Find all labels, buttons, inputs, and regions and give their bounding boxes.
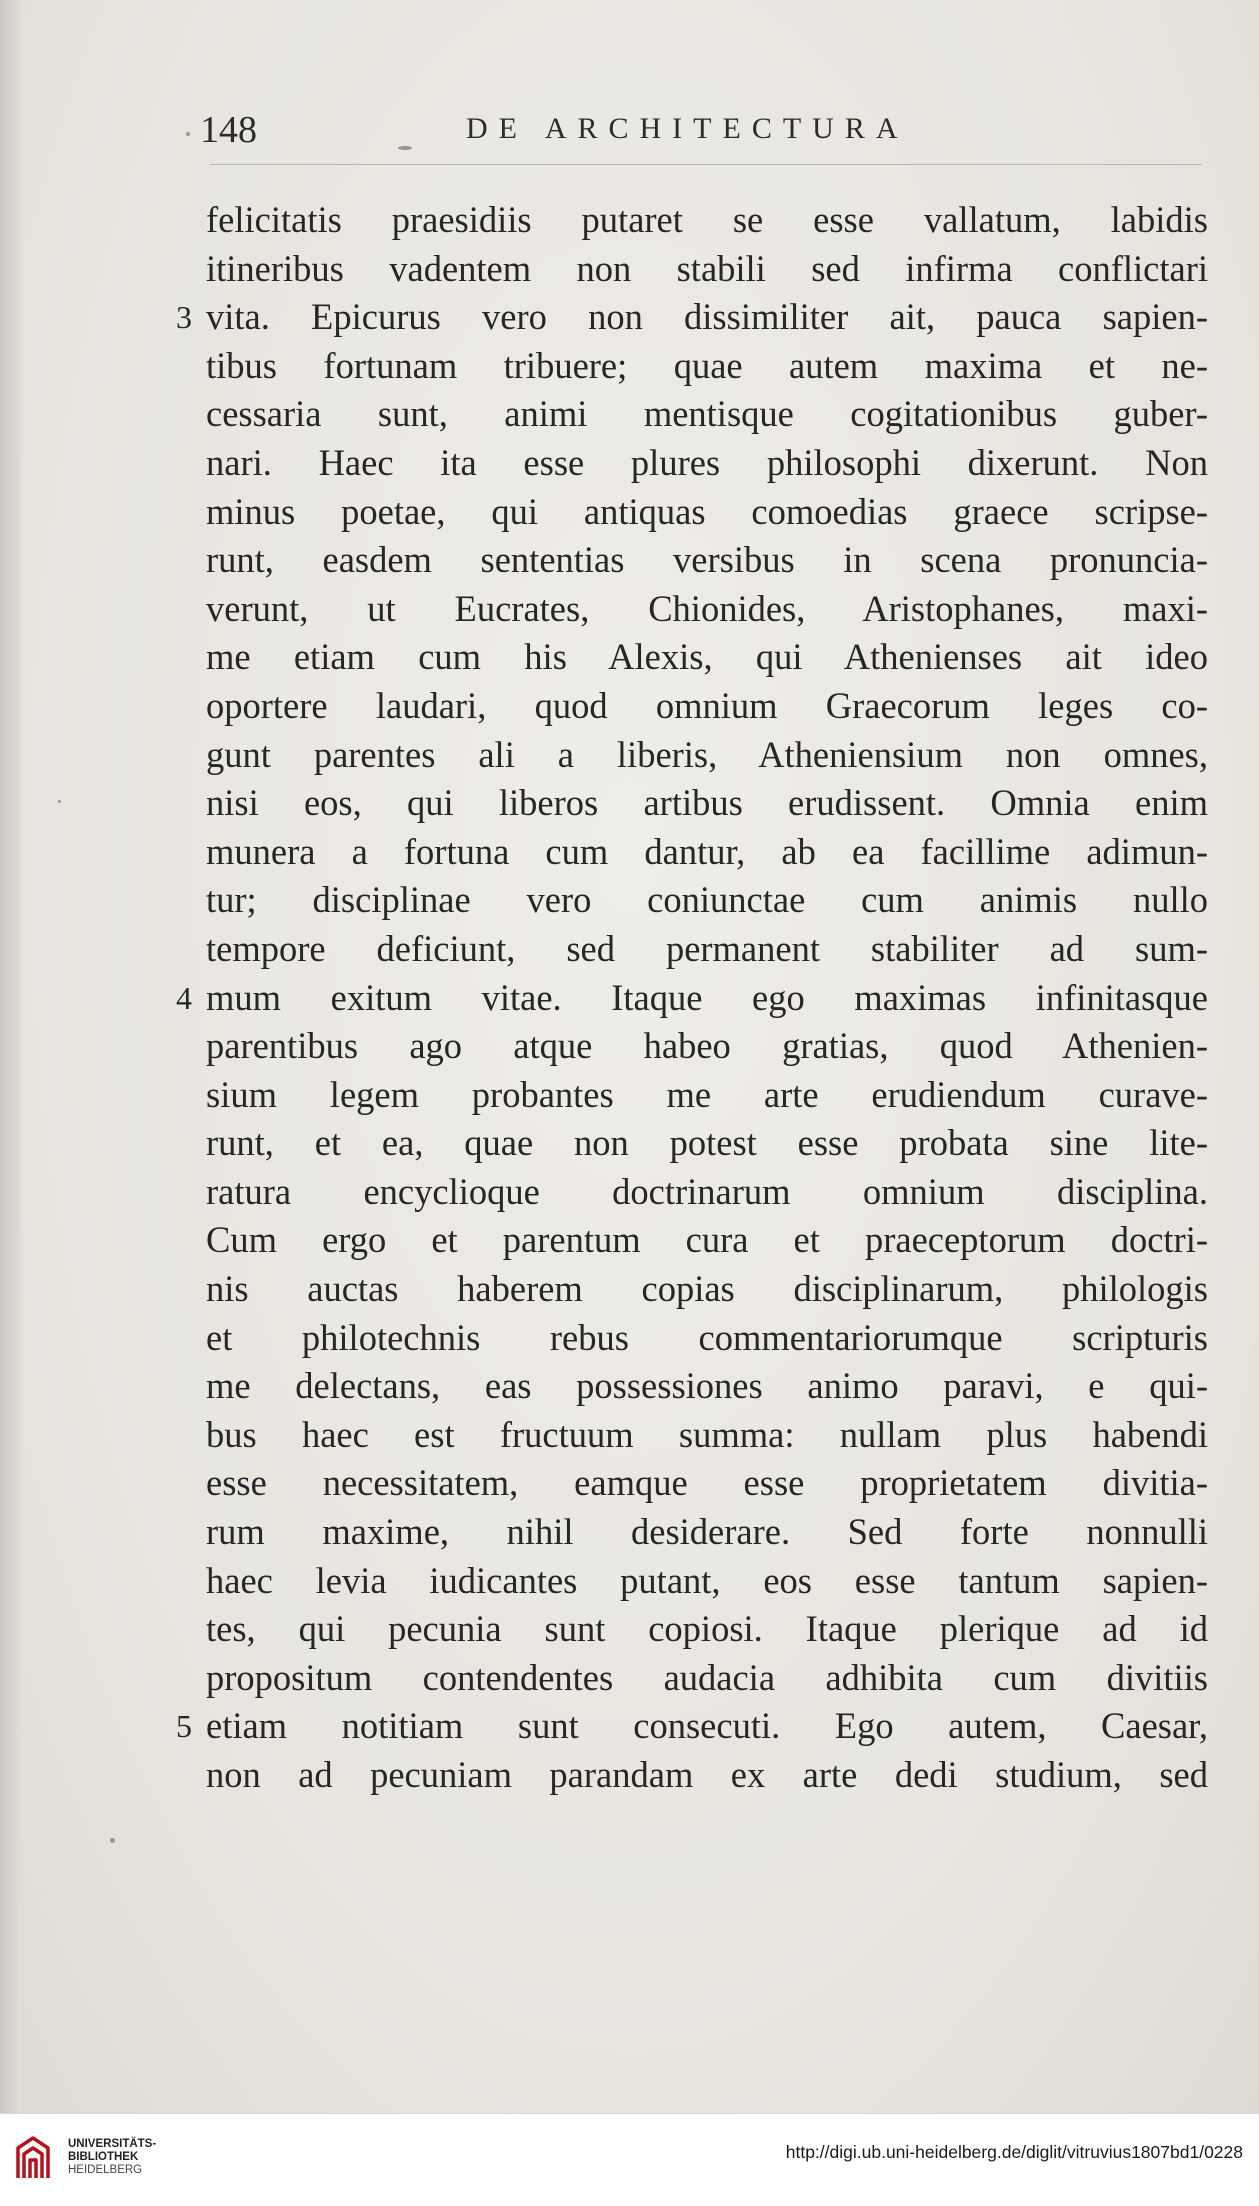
university-library-logo xyxy=(12,2134,54,2186)
line-text: tes, qui pecunia sunt copiosi. Itaque plerique ad id xyxy=(206,1608,1208,1650)
page-number: 148 xyxy=(200,109,257,151)
text-line xyxy=(168,536,1208,585)
text-line xyxy=(168,439,1208,488)
text-line xyxy=(168,488,1208,537)
line-text: oportere laudari, quod omnium Graecorum leges co- xyxy=(206,684,1208,726)
ink-speck xyxy=(398,146,412,150)
ink-speck xyxy=(186,132,190,136)
line-text: cessaria sunt, animi mentisque cogitationibus guber- xyxy=(206,393,1208,435)
text-line xyxy=(168,1654,1208,1703)
running-title: DE ARCHITECTURA xyxy=(466,112,909,145)
line-text: nis auctas haberem copias disciplinarum, philologis xyxy=(206,1268,1208,1310)
text-line xyxy=(168,974,1208,1023)
line-text: runt, et ea, quae non potest esse probata sine lite- xyxy=(206,1122,1208,1164)
text-line xyxy=(168,293,1208,342)
text-line xyxy=(168,1265,1208,1314)
line-text: tibus fortunam tribuere; quae autem maxima et ne- xyxy=(206,344,1208,386)
line-text: parentibus ago atque habeo gratias, quod Athenien- xyxy=(206,1025,1208,1067)
line-text: sium legem probantes me arte erudiendum curave- xyxy=(206,1073,1208,1115)
text-line xyxy=(168,1557,1208,1606)
line-text: haec levia iudicantes putant, eos esse tantum sapien- xyxy=(206,1559,1208,1601)
line-text: tur; disciplinae vero coniunctae cum animis nullo xyxy=(206,879,1208,921)
line-text: bus haec est fructuum summa: nullam plus habendi xyxy=(206,1413,1208,1455)
line-text: non ad pecuniam parandam ex arte dedi studium, sed xyxy=(206,1754,1208,1795)
line-text: propositum contendentes audacia adhibita cum divitiis xyxy=(206,1656,1208,1698)
section-marker: 5 xyxy=(176,1708,192,1745)
page-gutter-shadow xyxy=(0,0,22,2113)
text-line xyxy=(168,1702,1208,1751)
line-text: verunt, ut Eucrates, Chionides, Aristophanes, maxi- xyxy=(206,587,1208,629)
ink-speck xyxy=(58,800,61,803)
text-line xyxy=(168,390,1208,439)
line-text: me etiam cum his Alexis, qui Athenienses ait ideo xyxy=(206,636,1208,678)
text-line xyxy=(168,682,1208,731)
line-text: nari. Haec ita esse plures philosophi dixerunt. Non xyxy=(206,441,1208,483)
header-rule xyxy=(210,164,1202,165)
line-text: me delectans, eas possessiones animo paravi, e qui- xyxy=(206,1365,1208,1407)
text-line xyxy=(168,1508,1208,1557)
text-line xyxy=(168,633,1208,682)
line-text: vita. Epicurus vero non dissimiliter ait, pauca sapien- xyxy=(206,296,1208,338)
line-text: minus poetae, qui antiquas comoedias graece scripse- xyxy=(206,490,1208,532)
text-line xyxy=(168,1071,1208,1120)
line-text: ratura encyclioque doctrinarum omnium disciplina. xyxy=(206,1170,1208,1212)
line-text: esse necessitatem, eamque esse proprietatem divitia- xyxy=(206,1462,1208,1504)
text-line xyxy=(168,1022,1208,1071)
body-text xyxy=(168,196,1208,1800)
section-marker: 4 xyxy=(176,979,192,1016)
section-marker: 3 xyxy=(176,299,192,336)
line-text: etiam notitiam sunt consecuti. Ego autem, Caesar, xyxy=(206,1705,1208,1747)
text-line xyxy=(168,1168,1208,1217)
line-text: gunt parentes ali a liberis, Atheniensium non omnes, xyxy=(206,733,1208,775)
line-text: felicitatis praesidiis putaret se esse vallatum, labidis xyxy=(206,199,1208,240)
viewer-footer xyxy=(0,2113,1259,2206)
line-text: et philotechnis rebus commentariorumque scripturis xyxy=(206,1316,1208,1358)
text-line xyxy=(168,196,1208,245)
line-text: rum maxime, nihil desiderare. Sed forte nonnulli xyxy=(206,1511,1208,1553)
line-text: munera a fortuna cum dantur, ab ea facillime adimun- xyxy=(206,830,1208,872)
text-line xyxy=(168,876,1208,925)
text-line xyxy=(168,779,1208,828)
line-text: tempore deficiunt, sed permanent stabiliter ad sum- xyxy=(206,927,1208,969)
source-url[interactable]: http://digi.ub.uni-heidelberg.de/diglit/vitruvius1807bd1/0228 xyxy=(785,2142,1243,2162)
text-line xyxy=(168,1216,1208,1265)
line-text: Cum ergo et parentum cura et praeceptorum doctri- xyxy=(206,1219,1208,1261)
library-name xyxy=(68,2138,156,2177)
ink-speck xyxy=(110,1838,115,1843)
text-line xyxy=(168,1314,1208,1363)
library-name-line1: UNIVERSITÄTS- xyxy=(68,2138,157,2150)
text-line xyxy=(168,245,1208,294)
library-name-line2: BIBLIOTHEK xyxy=(68,2151,139,2163)
text-line xyxy=(168,828,1208,877)
text-line xyxy=(168,731,1208,780)
library-name-line3: HEIDELBERG xyxy=(68,2164,143,2176)
line-text: itineribus vadentem non stabili sed infirma conflictari xyxy=(206,247,1208,289)
text-line xyxy=(168,1751,1208,1800)
line-text: nisi eos, qui liberos artibus erudissent. Omnia enim xyxy=(206,782,1208,824)
text-line xyxy=(168,1362,1208,1411)
text-line xyxy=(168,1411,1208,1460)
text-line xyxy=(168,925,1208,974)
text-line xyxy=(168,342,1208,391)
text-line xyxy=(168,1605,1208,1654)
line-text: mum exitum vitae. Itaque ego maximas infinitasque xyxy=(206,976,1208,1018)
text-line xyxy=(168,1119,1208,1168)
text-line xyxy=(168,1459,1208,1508)
line-text: runt, easdem sententias versibus in scena pronuncia- xyxy=(206,539,1208,581)
text-line xyxy=(168,585,1208,634)
